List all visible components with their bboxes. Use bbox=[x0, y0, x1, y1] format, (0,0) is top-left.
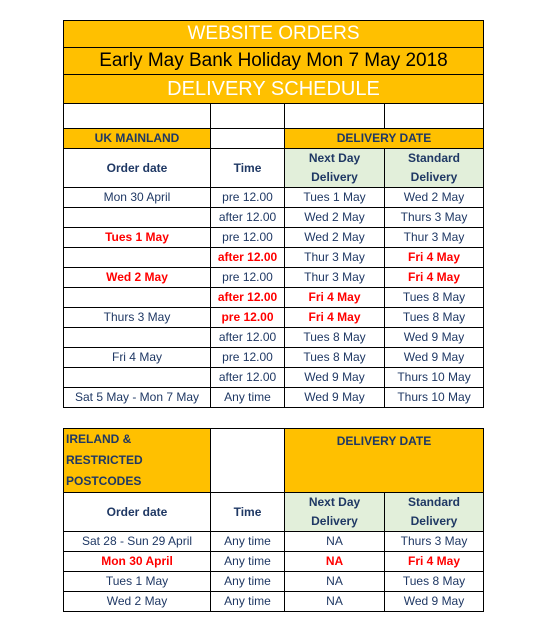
time-cell: Any time bbox=[211, 532, 285, 552]
ireland-schedule-table bbox=[63, 428, 484, 612]
next-day-cell: Wed 2 May bbox=[285, 228, 385, 248]
standard-cell: Fri 4 May bbox=[385, 552, 484, 572]
table-row bbox=[64, 308, 484, 328]
order-date-cell: Wed 2 May bbox=[64, 592, 211, 612]
table-row bbox=[64, 388, 484, 408]
table-row bbox=[64, 228, 484, 248]
ireland-delivery-date-header: DELIVERY DATE bbox=[285, 429, 484, 493]
order-date-cell: Wed 2 May bbox=[64, 268, 211, 288]
next-day-cell: Wed 9 May bbox=[285, 368, 385, 388]
standard-cell: Wed 2 May bbox=[385, 188, 484, 208]
table-row bbox=[64, 248, 484, 268]
uk-col-standard: Standard Delivery bbox=[385, 149, 484, 188]
time-cell: Any time bbox=[211, 388, 285, 408]
next-day-cell: Fri 4 May bbox=[285, 308, 385, 328]
schedule-title: DELIVERY SCHEDULE bbox=[64, 75, 484, 104]
next-day-cell: Wed 2 May bbox=[285, 208, 385, 228]
next-day-cell: Thur 3 May bbox=[285, 248, 385, 268]
order-date-cell: Fri 4 May bbox=[64, 348, 211, 368]
standard-cell: Tues 8 May bbox=[385, 572, 484, 592]
ireland-col-next-day: Next Day Delivery bbox=[285, 493, 385, 532]
order-date-cell: Tues 1 May bbox=[64, 228, 211, 248]
table-row bbox=[64, 208, 484, 228]
next-day-cell: Tues 1 May bbox=[285, 188, 385, 208]
time-cell: pre 12.00 bbox=[211, 308, 285, 328]
order-date-cell bbox=[64, 368, 211, 388]
uk-col-time: Time bbox=[211, 149, 285, 188]
order-date-cell bbox=[64, 328, 211, 348]
delivery-schedule-sheet bbox=[63, 20, 483, 612]
time-cell: pre 12.00 bbox=[211, 228, 285, 248]
time-cell: pre 12.00 bbox=[211, 268, 285, 288]
uk-section-label: UK MAINLAND bbox=[64, 129, 211, 149]
time-cell: Any time bbox=[211, 552, 285, 572]
standard-cell: Wed 9 May bbox=[385, 592, 484, 612]
table-row bbox=[64, 532, 484, 552]
table-row bbox=[64, 268, 484, 288]
next-day-cell: Tues 8 May bbox=[285, 328, 385, 348]
order-date-cell: Mon 30 April bbox=[64, 188, 211, 208]
ireland-col-order-date: Order date bbox=[64, 493, 211, 532]
order-date-cell: Sat 28 - Sun 29 April bbox=[64, 532, 211, 552]
uk-col-order-date: Order date bbox=[64, 149, 211, 188]
uk-delivery-date-header: DELIVERY DATE bbox=[285, 129, 484, 149]
order-date-cell: Sat 5 May - Mon 7 May bbox=[64, 388, 211, 408]
table-row bbox=[64, 592, 484, 612]
order-date-cell: Mon 30 April bbox=[64, 552, 211, 572]
time-cell: Any time bbox=[211, 572, 285, 592]
standard-cell: Thurs 10 May bbox=[385, 368, 484, 388]
uk-rows bbox=[64, 188, 484, 408]
standard-cell: Thurs 10 May bbox=[385, 388, 484, 408]
standard-cell: Thurs 3 May bbox=[385, 532, 484, 552]
order-date-cell: Thurs 3 May bbox=[64, 308, 211, 328]
order-date-cell bbox=[64, 248, 211, 268]
uk-schedule-table bbox=[63, 20, 484, 408]
table-row bbox=[64, 552, 484, 572]
ireland-section-label: IRELAND & RESTRICTED POSTCODES bbox=[64, 429, 211, 493]
next-day-cell: NA bbox=[285, 572, 385, 592]
time-cell: after 12.00 bbox=[211, 368, 285, 388]
standard-cell: Wed 9 May bbox=[385, 348, 484, 368]
order-date-cell: Tues 1 May bbox=[64, 572, 211, 592]
table-row bbox=[64, 288, 484, 308]
next-day-cell: NA bbox=[285, 552, 385, 572]
table-row bbox=[64, 188, 484, 208]
standard-cell: Tues 8 May bbox=[385, 288, 484, 308]
next-day-cell: Fri 4 May bbox=[285, 288, 385, 308]
time-cell: Any time bbox=[211, 592, 285, 612]
next-day-cell: Tues 8 May bbox=[285, 348, 385, 368]
standard-cell: Thurs 3 May bbox=[385, 208, 484, 228]
table-row bbox=[64, 572, 484, 592]
time-cell: pre 12.00 bbox=[211, 348, 285, 368]
next-day-cell: NA bbox=[285, 592, 385, 612]
table-row bbox=[64, 368, 484, 388]
ireland-col-time: Time bbox=[211, 493, 285, 532]
order-date-cell bbox=[64, 288, 211, 308]
time-cell: after 12.00 bbox=[211, 288, 285, 308]
standard-cell: Fri 4 May bbox=[385, 248, 484, 268]
next-day-cell: NA bbox=[285, 532, 385, 552]
uk-col-next-day: Next Day Delivery bbox=[285, 149, 385, 188]
time-cell: after 12.00 bbox=[211, 208, 285, 228]
page-title: WEBSITE ORDERS bbox=[64, 21, 484, 48]
standard-cell: Fri 4 May bbox=[385, 268, 484, 288]
time-cell: after 12.00 bbox=[211, 248, 285, 268]
time-cell: after 12.00 bbox=[211, 328, 285, 348]
table-row bbox=[64, 348, 484, 368]
next-day-cell: Wed 9 May bbox=[285, 388, 385, 408]
table-row bbox=[64, 328, 484, 348]
ireland-col-standard: Standard Delivery bbox=[385, 493, 484, 532]
time-cell: pre 12.00 bbox=[211, 188, 285, 208]
standard-cell: Wed 9 May bbox=[385, 328, 484, 348]
ireland-rows bbox=[64, 532, 484, 612]
page-subtitle: Early May Bank Holiday Mon 7 May 2018 bbox=[64, 48, 484, 75]
next-day-cell: Thur 3 May bbox=[285, 268, 385, 288]
order-date-cell bbox=[64, 208, 211, 228]
standard-cell: Thur 3 May bbox=[385, 228, 484, 248]
standard-cell: Tues 8 May bbox=[385, 308, 484, 328]
